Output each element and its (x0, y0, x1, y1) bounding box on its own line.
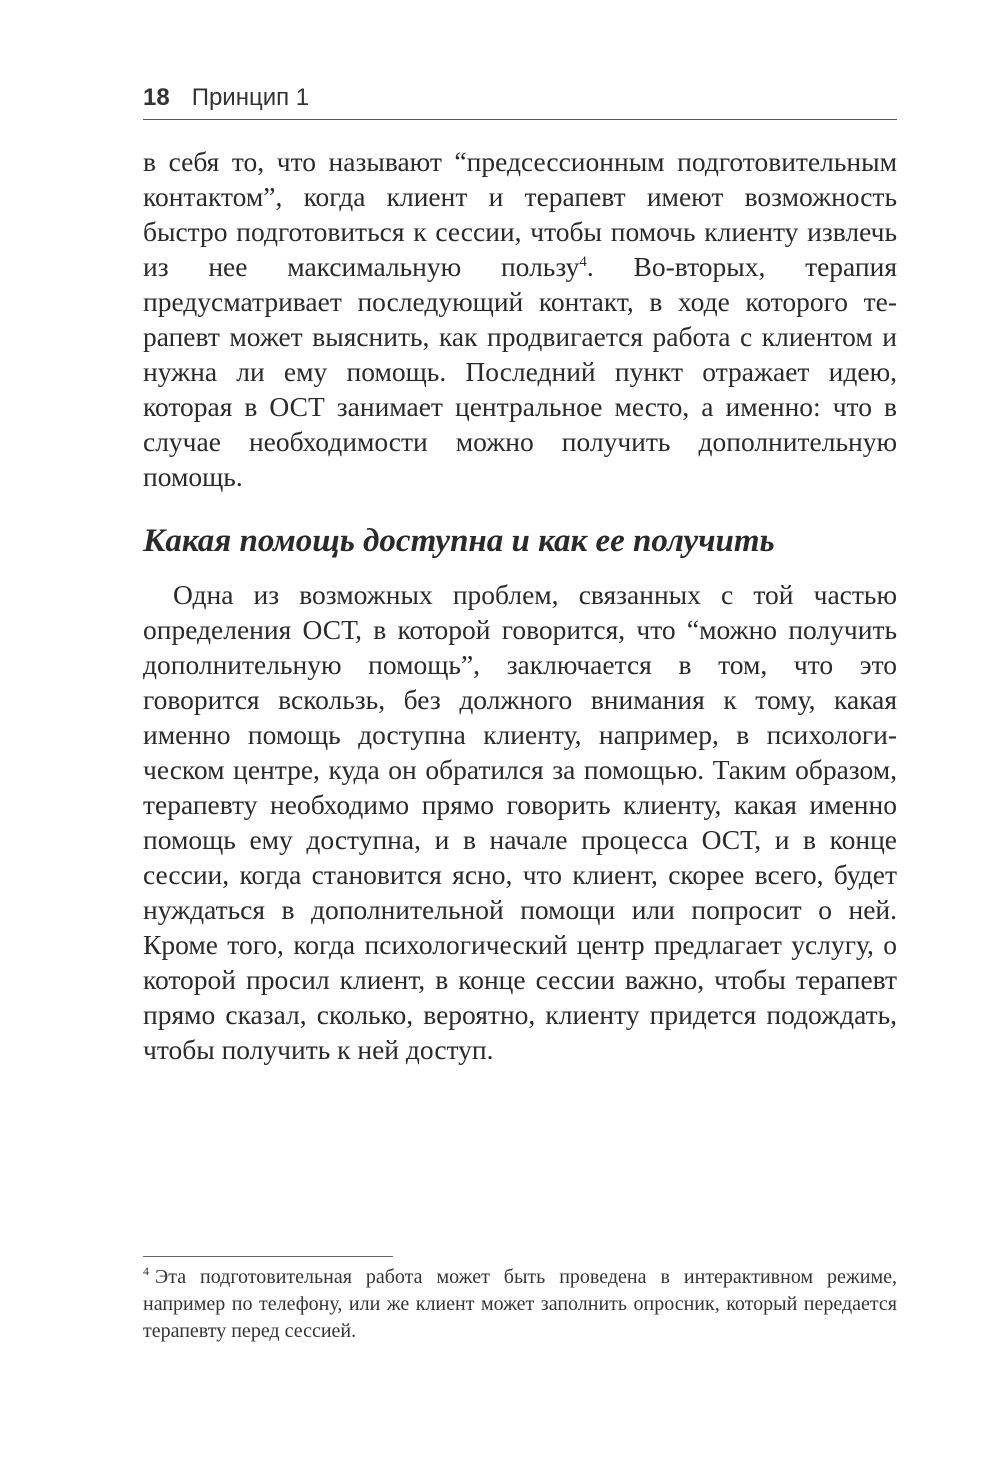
footnote-text: Эта подготовительная работа может быть проведена в интерактивном режиме, например по телефону, или же клиент может заполнить опросник, который передается терапевту перед сессией. (143, 1266, 897, 1342)
chapter-title: Принцип 1 (191, 84, 310, 111)
footnote (143, 1264, 897, 1345)
footnote-divider (143, 1256, 393, 1257)
footnote-reference[interactable]: 4 (579, 254, 587, 270)
page-number: 18 (143, 84, 170, 111)
footnote-marker: 4 (143, 1264, 149, 1278)
running-header (143, 84, 897, 118)
header-divider (143, 119, 897, 120)
body-paragraph-1 (143, 144, 897, 494)
body-paragraph-2: Одна из возможных проблем, связанных с той частью определения ОСТ, в которой говорится, что “можно получить дополнительную помощь”, заключается в том, что это говорится вскользь, без должного внимания к тому, какая именно помощь доступна клиенту, например, в психологическом центре, куда он обратился за помощью. Таким образом, терапевту необходимо прямо говорить клиенту, какая именно помощь ему доступна, и в начале процесса ОСТ, и в конце сессии, когда становится ясно, что клиент, скорее всего, будет нуждаться в дополнительной помощи или попросит о ней. Кроме того, когда психологический центр предлагает услугу, о которой просил клиент, в конце сессии важно, чтобы терапевт прямо сказал, сколько, вероятно, клиенту придется подождать, чтобы получить к ней доступ. (143, 579, 897, 1065)
paragraph-text: в себя то, что называют “предсессионным подготовительным контактом”, когда клиент и терапевт имеют возможность быстро подготовиться к сессии, чтобы помочь клиенту извлечь из нее максимальную пользу (143, 146, 897, 282)
section-heading: Какая помощь доступна и как ее получить (143, 523, 775, 559)
paragraph-text: . Во-вторых, терапия предусматривает последующий контакт, в ходе которого терапевт может выяснить, как продвигается работа с клиентом и нужна ли ему помощь. Последний пункт отражает идею, которая в ОСТ занимает центральное место, а именно: что в случае необходимости можно получить дополнительную помощь. (143, 251, 897, 492)
